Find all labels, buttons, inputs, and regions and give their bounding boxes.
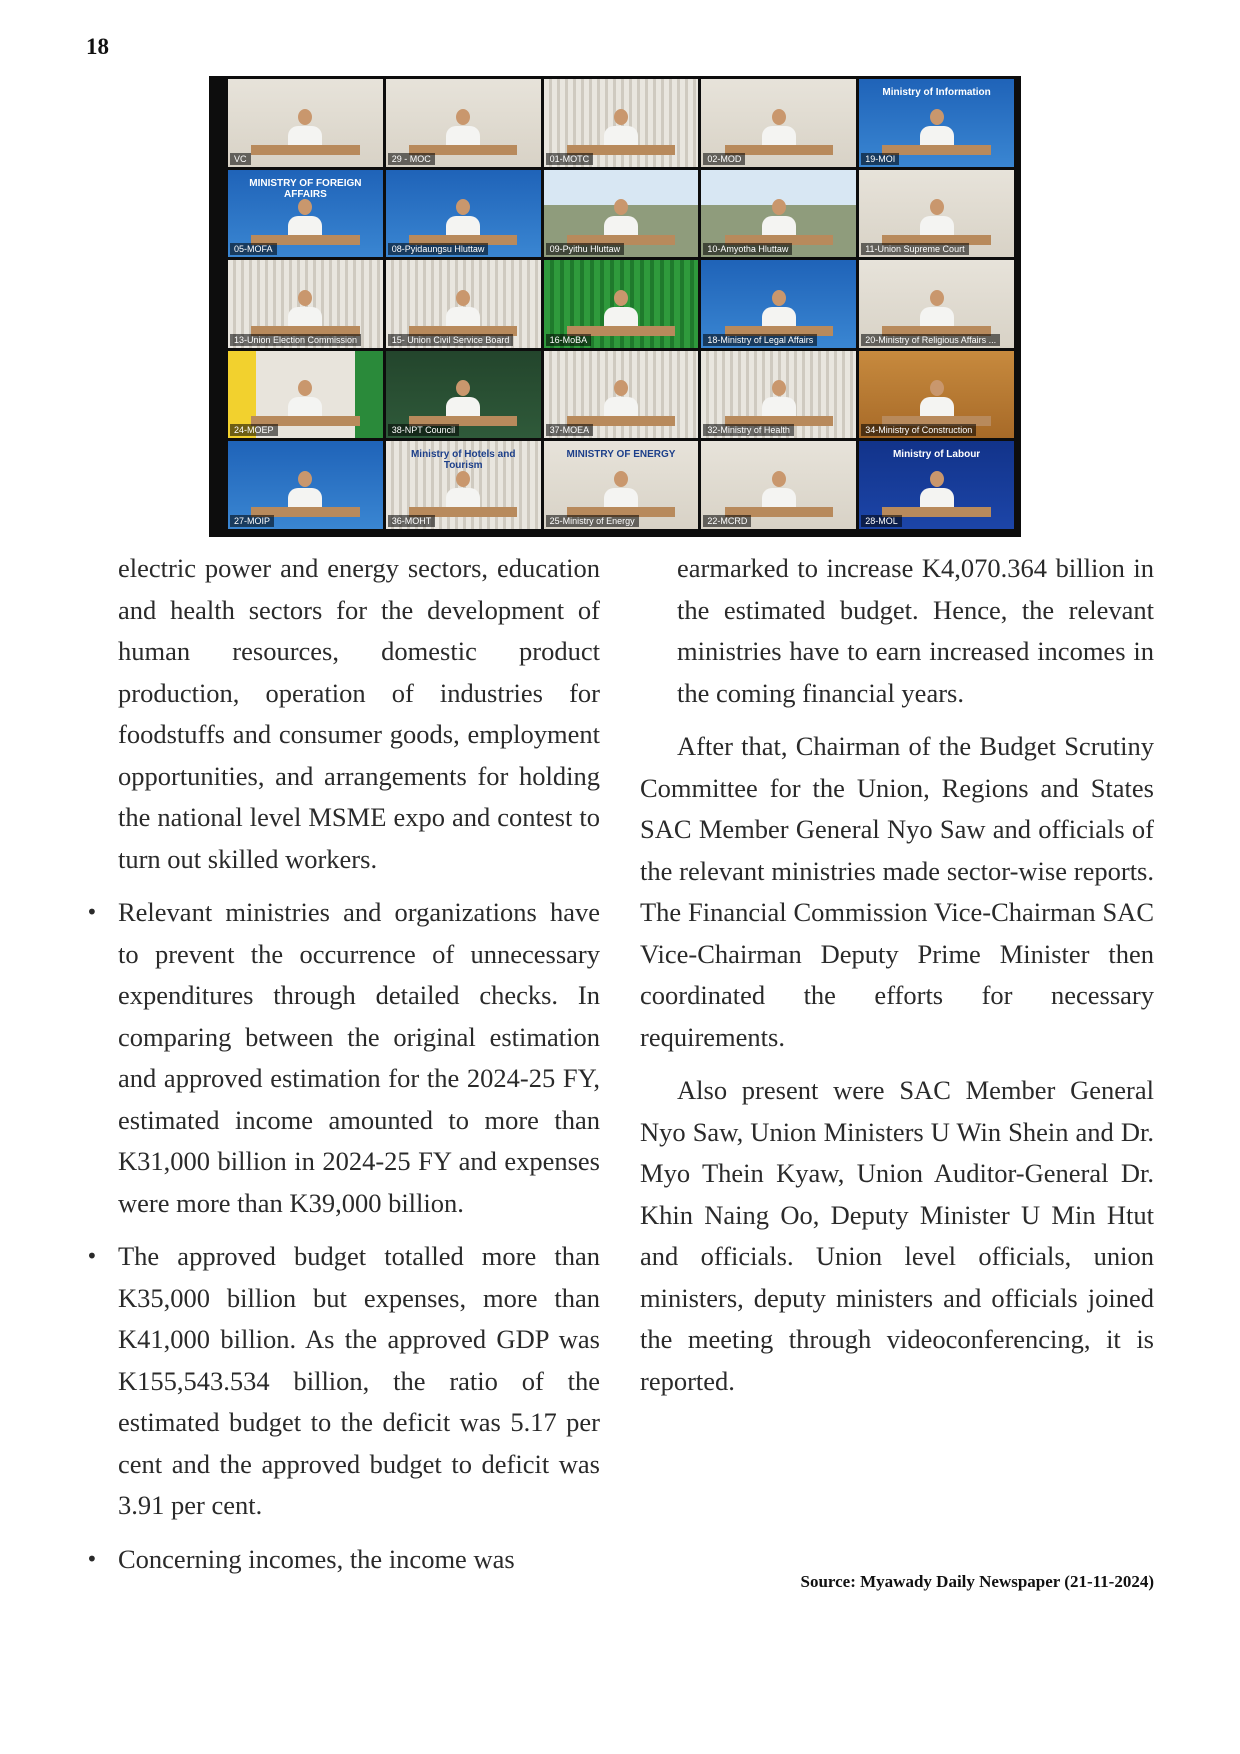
participant-figure <box>288 109 322 147</box>
participant-figure <box>604 109 638 147</box>
participant-figure <box>920 290 954 328</box>
tile-label: VC <box>230 153 251 165</box>
left-column <box>86 548 600 1580</box>
participant-figure <box>288 199 322 237</box>
video-tile <box>228 351 383 439</box>
source-citation: Source: Myawady Daily Newspaper (21-11-2024) <box>800 1572 1154 1591</box>
tile-banner: Ministry of Hotels and Tourism <box>410 449 516 472</box>
participant-figure <box>288 380 322 418</box>
video-tile <box>544 260 699 348</box>
tile-label: 36-MOHT <box>388 515 436 527</box>
videoconference-photo <box>209 76 1021 537</box>
video-tile <box>228 441 383 529</box>
video-tile <box>701 260 856 348</box>
video-tile <box>544 170 699 258</box>
video-tile <box>859 170 1014 258</box>
video-tile <box>386 441 541 529</box>
participant-figure <box>288 471 322 509</box>
page-number: 18 <box>86 34 109 59</box>
tile-label: 20-Ministry of Religious Affairs ... <box>861 334 1000 346</box>
bullet-marker: • <box>86 900 98 924</box>
participant-figure <box>762 109 796 147</box>
right-paragraph: After that, Chairman of the Budget Scrutiny Committee for the Union, Regions and States SAC Member General Nyo Saw and officials of the relevant ministries made sector-wise reports. The Financial Commission Vice-Chairman SAC Vice-Chairman Deputy Prime Minister then coordinated the efforts for necessary requirements. <box>640 731 1154 1052</box>
participant-figure <box>920 199 954 237</box>
participant-figure <box>762 380 796 418</box>
participant-figure <box>920 109 954 147</box>
video-tile <box>701 170 856 258</box>
participant-figure <box>920 471 954 509</box>
tile-label: 02-MOD <box>703 153 745 165</box>
video-tile <box>386 79 541 167</box>
tile-banner: Ministry of Information <box>882 87 991 98</box>
participant-figure <box>762 199 796 237</box>
bullet-item <box>86 1236 600 1527</box>
video-tile <box>701 351 856 439</box>
tile-banner: Ministry of Labour <box>892 449 981 461</box>
tile-label: 08-Pyidaungsu Hluttaw <box>388 243 489 255</box>
participant-figure <box>604 380 638 418</box>
participant-figure <box>920 380 954 418</box>
bullet-item <box>86 1539 600 1581</box>
video-tile <box>701 441 856 529</box>
video-tile <box>544 441 699 529</box>
participant-figure <box>762 471 796 509</box>
tile-label: 37-MOEA <box>546 424 594 436</box>
tile-label: 29 - MOC <box>388 153 435 165</box>
bullet-item <box>86 892 600 1224</box>
participant-figure <box>446 380 480 418</box>
tile-label: 19-MOI <box>861 153 899 165</box>
participant-figure <box>604 290 638 328</box>
video-tile <box>859 260 1014 348</box>
video-tile <box>228 260 383 348</box>
tile-label: 34-Ministry of Construction <box>861 424 976 436</box>
tile-label: 24-MOEP <box>230 424 278 436</box>
video-tile <box>859 441 1014 529</box>
tile-label: 25-Ministry of Energy <box>546 515 639 527</box>
right-continuation-paragraph: earmarked to increase K4,070.364 billion in the estimated budget. Hence, the relevant ministries have to earn increased incomes in the coming financial years. <box>677 553 1154 708</box>
participant-figure <box>604 471 638 509</box>
desk <box>251 145 359 155</box>
bullet-text: Concerning incomes, the income was <box>118 1543 515 1574</box>
bullet-marker: • <box>86 1546 98 1571</box>
right-paragraph: Also present were SAC Member General Nyo Saw, Union Ministers U Win Shein and Dr. Myo Thein Kyaw, Union Auditor-General Dr. Khin Naing Oo, Deputy Minister U Min Htut and officials. Union level officials, union ministers, deputy ministers and officials joined the meeting through videoconferencing, it is reported. <box>640 1075 1154 1396</box>
video-tile <box>386 260 541 348</box>
tile-banner: MINISTRY OF FOREIGN AFFAIRS <box>249 177 362 200</box>
participant-figure <box>446 109 480 147</box>
video-tile <box>859 351 1014 439</box>
tile-label: 15- Union Civil Service Board <box>388 334 514 346</box>
video-tile <box>228 79 383 167</box>
bullet-text: The approved budget totalled more than K35,000 billion but expenses, more than K41,000 billion. As the approved GDP was K155,543.534 billion, the ratio of the estimated budget to the deficit was 5.17 per cent and the approved budget to deficit was 3.91 per cent. <box>118 1241 600 1520</box>
videoconference-grid <box>228 79 1014 529</box>
participant-figure <box>446 290 480 328</box>
tile-label: 10-Amyotha Hluttaw <box>703 243 792 255</box>
bullet-text: Relevant ministries and organizations have to prevent the occurrence of unnecessary expenditures through detailed checks. In comparing between the original estimation and approved estimation for the 2024-25 FY, estimated income amounted to more than K31,000 billion in 2024-25 FY and expenses were more than K39,000 billion. <box>118 897 600 1218</box>
tile-label: 13-Union Election Commission <box>230 334 361 346</box>
tile-label: 01-MOTC <box>546 153 594 165</box>
participant-figure <box>288 290 322 328</box>
participant-figure <box>604 199 638 237</box>
video-tile <box>859 79 1014 167</box>
bullet-marker: • <box>86 1244 98 1268</box>
tile-label: 09-Pyithu Hluttaw <box>546 243 625 255</box>
video-tile <box>701 79 856 167</box>
participant-figure <box>446 471 480 509</box>
video-tile <box>386 351 541 439</box>
tile-label: 16-MoBA <box>546 334 592 346</box>
tile-label: 38-NPT Council <box>388 424 459 436</box>
participant-figure <box>446 199 480 237</box>
video-tile <box>386 170 541 258</box>
tile-label: 18-Ministry of Legal Affairs <box>703 334 817 346</box>
participant-figure <box>762 290 796 328</box>
tile-label: 22-MCRD <box>703 515 751 527</box>
tile-label: 11-Union Supreme Court <box>861 243 968 255</box>
tile-label: 05-MOFA <box>230 243 277 255</box>
right-column <box>640 548 1154 1402</box>
tile-label: 28-MOL <box>861 515 902 527</box>
tile-label: 27-MOIP <box>230 515 274 527</box>
left-intro-paragraph: electric power and energy sectors, education and health sectors for the development of human resources, domestic product production, operation of industries for foodstuffs and consumer goods, employment opportunities, and arrangements for holding the national level MSME expo and contest to turn out skilled workers. <box>118 553 600 874</box>
video-tile <box>544 351 699 439</box>
tile-label: 32-Ministry of Health <box>703 424 794 436</box>
video-tile <box>544 79 699 167</box>
video-tile <box>228 170 383 258</box>
tile-banner: MINISTRY OF ENERGY <box>566 449 676 461</box>
